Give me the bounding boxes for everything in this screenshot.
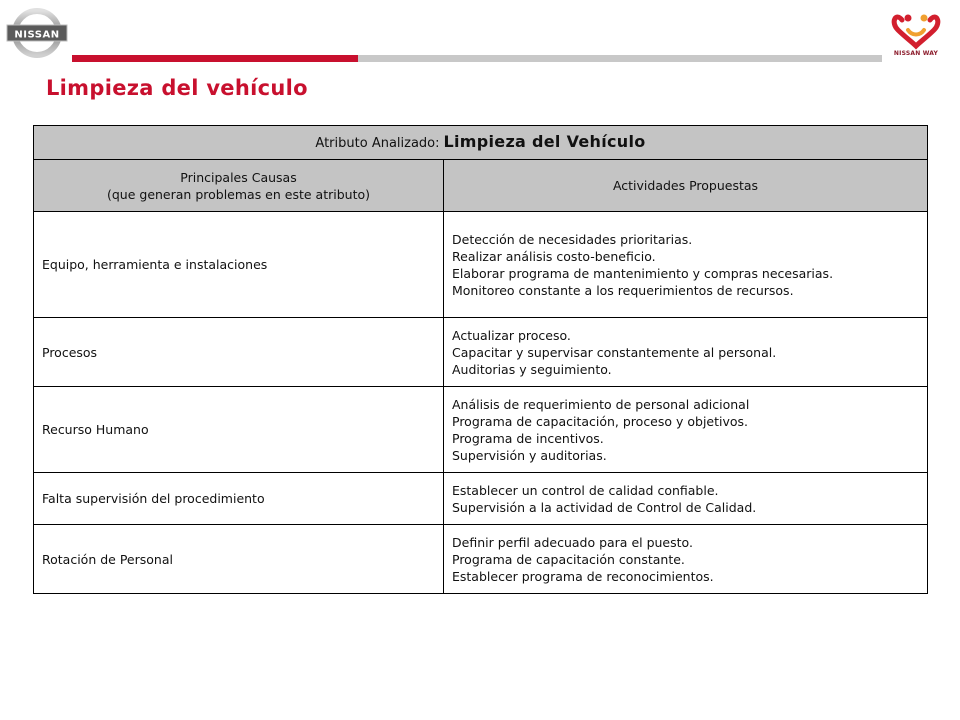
action-item: Programa de incentivos.: [452, 431, 604, 446]
action-item: Supervisión a la actividad de Control de Calidad.: [452, 500, 757, 515]
header-band-red: [72, 55, 358, 62]
table-row: [34, 318, 928, 387]
action-item: Supervisión y auditorias.: [452, 448, 607, 463]
action-item: Capacitar y supervisar constantemente al personal.: [452, 345, 777, 360]
action-item: Detección de necesidades prioritarias.: [452, 232, 693, 247]
actions-cell: [444, 525, 928, 594]
actions-cell: [444, 473, 928, 525]
attribute-analysis-table: [33, 125, 928, 594]
cause-cell: Equipo, herramienta e instalaciones: [34, 212, 444, 318]
action-item: Programa de capacitación constante.: [452, 552, 685, 567]
actions-cell: [444, 318, 928, 387]
attribute-header-cell: [34, 126, 928, 160]
actions-cell: [444, 387, 928, 473]
action-item: Programa de capacitación, proceso y objetivos.: [452, 414, 749, 429]
nissan-way-logo-icon: [888, 8, 944, 64]
page-title: Limpieza del vehículo: [46, 76, 308, 100]
action-item: Elaborar programa de mantenimiento y compras necesarias.: [452, 266, 834, 281]
cause-cell: Recurso Humano: [34, 387, 444, 473]
action-item: Definir perfil adecuado para el puesto.: [452, 535, 693, 550]
column-header-causes-subtitle: (que generan problemas en este atributo): [106, 186, 370, 202]
action-item: Realizar análisis costo-beneficio.: [452, 249, 656, 264]
nissan-logo-text: NISSAN: [14, 29, 60, 41]
column-header-actions: Actividades Propuestas: [444, 160, 928, 212]
attribute-label: Atributo Analizado:: [315, 136, 440, 151]
table-row: [34, 212, 928, 318]
table-row: [34, 525, 928, 594]
action-item: Monitoreo constante a los requerimientos de recursos.: [452, 283, 794, 298]
attribute-value: Limpieza del Vehículo: [443, 132, 646, 151]
column-header-causes-title: Principales Causas: [180, 169, 297, 185]
cause-cell: Falta supervisión del procedimiento: [34, 473, 444, 525]
action-item: Análisis de requerimiento de personal adicional: [452, 397, 750, 412]
action-item: Establecer programa de reconocimientos.: [452, 569, 714, 584]
cause-cell: Rotación de Personal: [34, 525, 444, 594]
table-row: [34, 387, 928, 473]
action-item: Establecer un control de calidad confiable.: [452, 483, 719, 498]
table-row: [34, 473, 928, 525]
nissan-logo-icon: [6, 6, 68, 60]
column-header-causes: [34, 160, 444, 212]
actions-cell: [444, 212, 928, 318]
action-item: Auditorias y seguimiento.: [452, 362, 612, 377]
action-item: Actualizar proceso.: [452, 328, 571, 343]
nissan-way-caption: NISSAN WAY: [893, 50, 939, 57]
cause-cell: Procesos: [34, 318, 444, 387]
header-band-grey: [358, 55, 882, 62]
